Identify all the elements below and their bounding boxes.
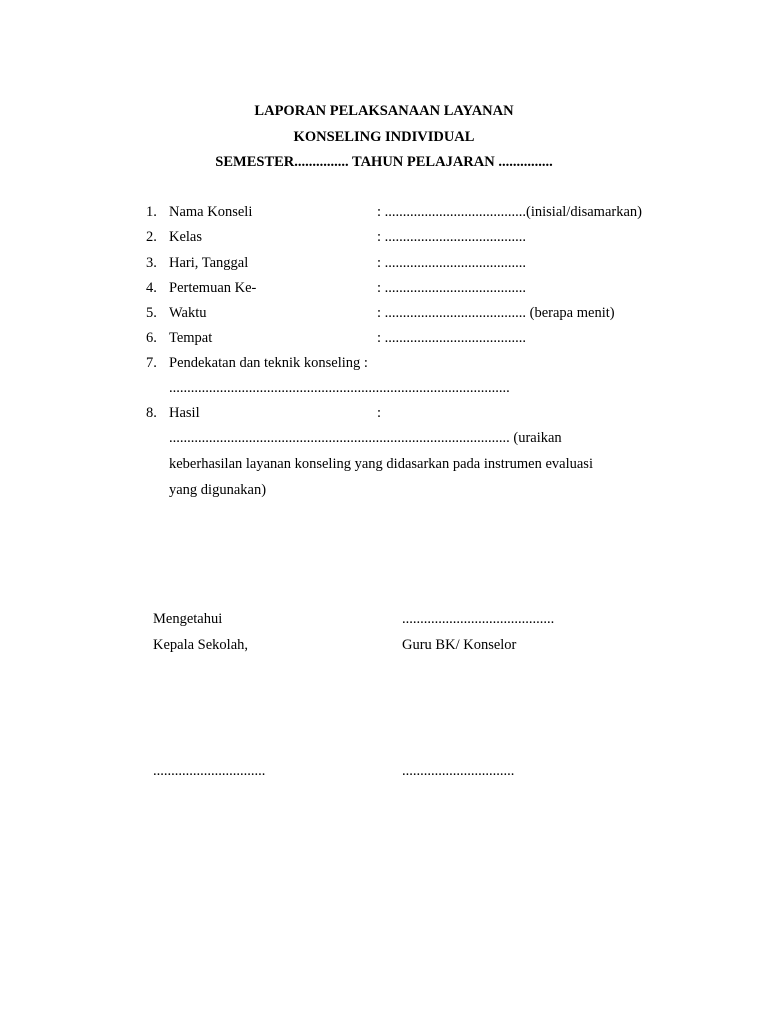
item-number: 1.: [146, 204, 157, 220]
item-value-pertemuan: : .......................................: [377, 280, 527, 296]
item-label-nama-konseli: Nama Konseli: [169, 204, 253, 220]
item-value-waktu: : ....................................... (berapa menit): [377, 305, 615, 321]
item-value-hari-tanggal: : .......................................: [377, 255, 527, 271]
item-number: 5.: [146, 305, 157, 321]
signature-right-blank-top: ..........................................: [402, 611, 555, 627]
item-value-nama-konseli: : .......................................(inisial/disamarkan): [377, 204, 642, 220]
item-label-kelas: Kelas: [169, 229, 203, 245]
item-label-pendekatan: Pendekatan dan teknik konseling :: [169, 355, 368, 371]
item-label-waktu: Waktu: [169, 305, 207, 321]
signature-left-role: Kepala Sekolah,: [153, 637, 249, 653]
item-number: 6.: [146, 330, 157, 346]
item-label-tempat: Tempat: [169, 330, 213, 346]
item-continuation-hasil-3: yang digunakan): [169, 482, 267, 498]
signature-left-blank: ...............................: [153, 763, 266, 779]
item-value-hasil: :: [377, 405, 382, 421]
item-number: 8.: [146, 405, 157, 421]
item-value-tempat: : .......................................: [377, 330, 527, 346]
item-continuation-hasil: .............................................................................................. (uraikan: [169, 430, 562, 446]
item-label-hari-tanggal: Hari, Tanggal: [169, 255, 249, 271]
semester-line: SEMESTER............... TAHUN PELAJARAN ...............: [215, 154, 553, 170]
item-label-pertemuan: Pertemuan Ke-: [169, 280, 257, 296]
signature-right-role: Guru BK/ Konselor: [402, 637, 517, 653]
signature-right-blank: ...............................: [402, 763, 515, 779]
report-title: LAPORAN PELAKSANAAN LAYANAN: [254, 103, 514, 119]
item-number: 7.: [146, 355, 157, 371]
item-label-hasil: Hasil: [169, 405, 200, 421]
item-value-kelas: : .......................................: [377, 229, 527, 245]
report-subtitle: KONSELING INDIVIDUAL: [293, 129, 475, 145]
item-continuation-hasil-2: keberhasilan layanan konseling yang didasarkan pada instrumen evaluasi: [169, 456, 593, 472]
item-continuation-pendekatan: ..............................................................................................: [169, 380, 510, 396]
item-number: 4.: [146, 280, 157, 296]
item-number: 3.: [146, 255, 157, 271]
item-number: 2.: [146, 229, 157, 245]
signature-left-heading: Mengetahui: [153, 611, 223, 627]
